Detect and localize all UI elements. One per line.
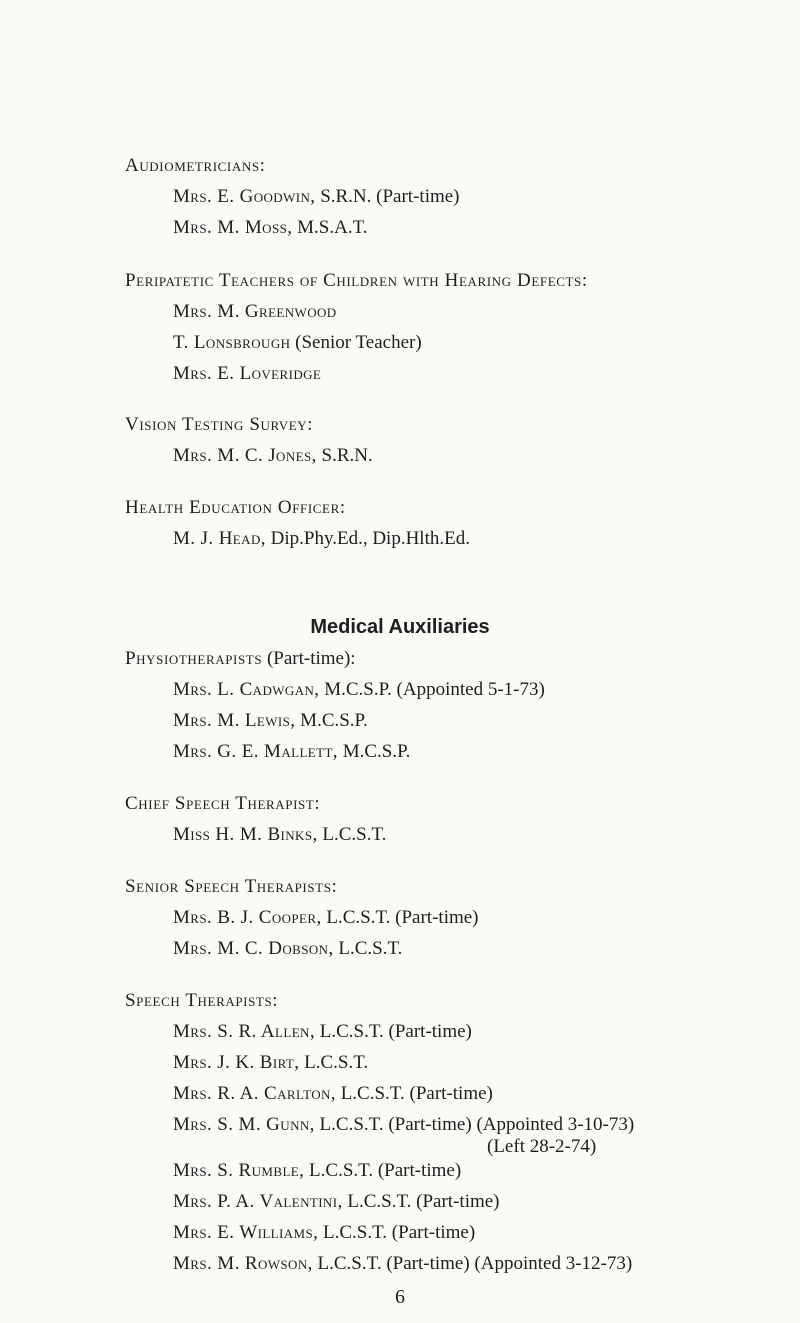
staff-name: Mrs. L. Cadwgan, [173,679,320,700]
staff-details: L.C.S.T. (Part-time) (Appointed 3-10-73) [314,1114,635,1135]
staff-entry [173,710,368,732]
staff-details: L.C.S.T. [299,1052,369,1073]
staff-details: M.C.S.P. [295,710,368,731]
heading-physiotherapists-rest: (Part-time): [262,648,356,669]
staff-entry [173,1114,634,1136]
staff-entry [173,186,460,208]
heading-physiotherapists [125,648,356,670]
staff-details: S.R.N. (Part-time) [315,186,460,207]
staff-details: L.C.S.T. (Part-time) [335,1083,493,1104]
staff-details: L.C.S.T. (Part-time) [342,1191,500,1212]
staff-details: L.C.S.T. [333,938,403,959]
staff-entry [173,1160,461,1182]
staff-entry [173,217,368,239]
staff-name: T. Lonsbrough [173,332,291,353]
staff-name: Mrs. S. M. Gunn, [173,1114,315,1135]
staff-details: L.C.S.T. [317,824,387,845]
staff-name: Mrs. M. Greenwood [173,301,337,322]
staff-details: M.S.A.T. [292,217,368,238]
staff-entry [173,528,470,550]
staff-entry [173,1021,472,1043]
staff-entry [173,1191,500,1213]
staff-details: L.C.S.T. (Part-time) (Appointed 3-12-73) [312,1253,633,1274]
staff-entry [173,1052,368,1074]
staff-name: Mrs. M. Moss, [173,217,293,238]
staff-entry [173,907,479,929]
staff-entry [173,332,422,354]
staff-entry [173,679,545,701]
heading-health-education: Health Education Officer: [125,497,346,518]
staff-name: Mrs. M. C. Jones, [173,445,317,466]
staff-entry [173,938,402,960]
staff-entry [173,1253,632,1275]
staff-details: Dip.Phy.Ed., Dip.Hlth.Ed. [265,528,470,549]
staff-details: L.C.S.T. (Part-time) [318,1222,476,1243]
staff-name: Mrs. M. Lewis, [173,710,296,731]
staff-name: Mrs. G. E. Mallett, [173,741,338,762]
staff-name: Mrs. E. Goodwin, [173,186,316,207]
staff-entry [173,363,321,385]
staff-entry [173,824,386,846]
staff-entry [173,741,410,763]
staff-name: Miss H. M. Binks, [173,824,318,845]
staff-details: M.C.S.P. (Appointed 5-1-73) [319,679,545,700]
staff-name: Mrs. B. J. Cooper, [173,907,322,928]
heading-chief-speech-therapist: Chief Speech Therapist: [125,793,321,814]
staff-details: L.C.S.T. (Part-time) [321,907,479,928]
staff-name: Mrs. E. Williams, [173,1222,319,1243]
staff-name: Mrs. M. Rowson, [173,1253,313,1274]
staff-details: S.R.N. [316,445,373,466]
heading-peripatetic-teachers: Peripatetic Teachers of Children with Hearing Defects: [125,270,588,291]
staff-note: (Left 28-2-74) [487,1136,597,1157]
staff-entry [173,1083,493,1105]
staff-name: Mrs. J. K. Birt, [173,1052,300,1073]
staff-entry [173,1222,475,1244]
heading-audiometricians: Audiometricians: [125,155,266,176]
staff-name: Mrs. E. Loveridge [173,363,322,384]
heading-physiotherapists-caps: Physiotherapists [125,648,263,669]
staff-details: M.C.S.P. [337,741,411,762]
staff-entry [173,301,337,323]
staff-name: M. J. Head, [173,528,266,549]
staff-name: Mrs. P. A. Valentini, [173,1191,343,1212]
staff-name: Mrs. M. C. Dobson, [173,938,334,959]
heading-vision-testing: Vision Testing Survey: [125,414,314,435]
heading-senior-speech-therapists: Senior Speech Therapists: [125,876,338,897]
staff-entry [173,445,373,467]
staff-name: Mrs. S. Rumble, [173,1160,305,1181]
staff-name: Mrs. R. A. Carlton, [173,1083,336,1104]
staff-name: Mrs. S. R. Allen, [173,1021,315,1042]
page-number: 6 [395,1286,405,1308]
staff-details: L.C.S.T. (Part-time) [314,1021,472,1042]
staff-details: (Senior Teacher) [290,332,422,353]
section-title: Medical Auxiliaries [310,616,490,638]
heading-speech-therapists: Speech Therapists: [125,990,279,1011]
staff-details: L.C.S.T. (Part-time) [304,1160,462,1181]
